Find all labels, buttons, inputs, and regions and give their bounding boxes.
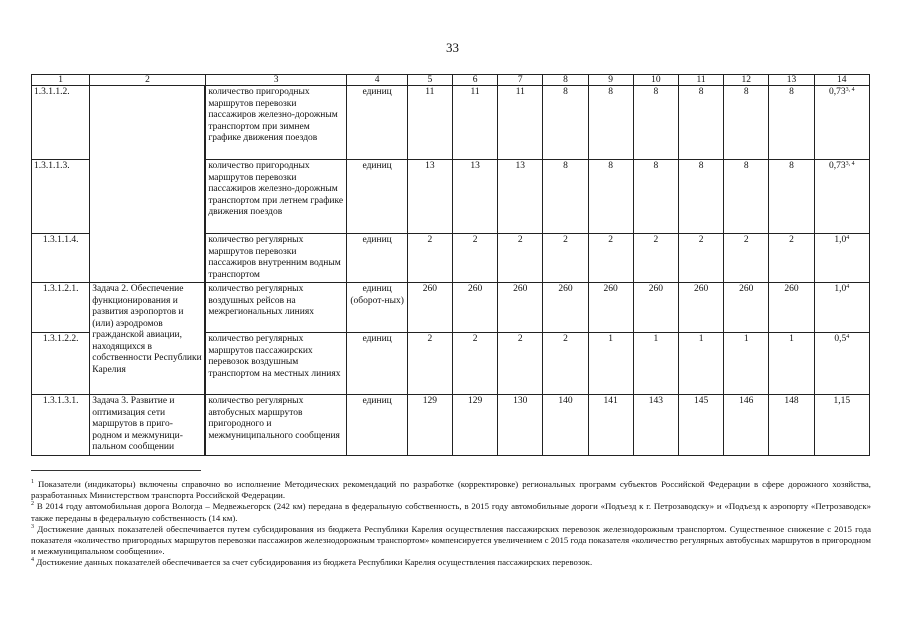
value-cell: 260 xyxy=(543,283,588,333)
unit: единиц xyxy=(347,160,407,234)
value-cell: 2 xyxy=(498,234,543,283)
value-cell: 8 xyxy=(769,86,814,160)
value-cell: 141 xyxy=(588,395,633,456)
value-cell: 8 xyxy=(633,160,678,234)
footnote xyxy=(31,501,871,523)
column-number: 6 xyxy=(452,75,497,86)
value-cell: 1 xyxy=(588,333,633,395)
value-cell: 260 xyxy=(588,283,633,333)
value-cell: 11 xyxy=(452,86,497,160)
column-number: 12 xyxy=(724,75,769,86)
value-cell: 148 xyxy=(769,395,814,456)
unit: единиц xyxy=(347,86,407,160)
column-number: 2 xyxy=(90,75,206,86)
weight-cell xyxy=(814,160,869,234)
column-number: 1 xyxy=(32,75,90,86)
row-code: 1.3.1.1.4. xyxy=(32,234,90,283)
value-cell: 1 xyxy=(769,333,814,395)
value-cell: 129 xyxy=(452,395,497,456)
value-cell: 2 xyxy=(543,234,588,283)
footnote-ref: 4 xyxy=(846,235,850,241)
column-number: 11 xyxy=(678,75,723,86)
footnote-text: Достижение данных показателей обеспечивается за счет субсидирования из бюджета Республики Карелия осуществления пассажирских перевозок. xyxy=(36,557,593,568)
column-number: 8 xyxy=(543,75,588,86)
column-number: 7 xyxy=(498,75,543,86)
value-cell: 260 xyxy=(498,283,543,333)
value-cell: 1 xyxy=(678,333,723,395)
value-cell: 8 xyxy=(588,86,633,160)
value-cell: 8 xyxy=(724,86,769,160)
value-cell: 2 xyxy=(769,234,814,283)
unit: единиц xyxy=(347,333,407,395)
footnote-text: В 2014 году автомобильная дорога Вологда – Медвежьегорск (242 км) передана в федеральную собственность, в 2015 году автомобильные дороги «Подъезд к г. Петрозаводску» и «Подъезд к аэропорту «Петрозаводск» также переданы в федеральную собственность (14 км). xyxy=(31,501,872,523)
weight-cell xyxy=(814,234,869,283)
footnote-text: Достижение данных показателей обеспечивается путем субсидирования из бюджета Республики Карелия осуществления пассажирских перевозок железнодорожным транспортом. Существенное снижение с 2015 года показателя «количество пригородных маршрутов перевозки пассажиров железнодорожным транспортом» компенсируется увеличением с 2015 года показателя «количество регулярных автобусных маршрутов в пригородном и межмуниципальном сообщении». xyxy=(31,523,872,557)
value-cell: 8 xyxy=(543,86,588,160)
value-cell: 1 xyxy=(633,333,678,395)
footnote-ref: 3, 4 xyxy=(845,161,855,167)
unit: единиц xyxy=(347,395,407,456)
task-3-cell: Задача 3. Развитие и оптимизация сети маршрутов в приго-родном и межмуници-пальном сообщении xyxy=(90,395,206,456)
value-cell: 8 xyxy=(633,86,678,160)
footnote-text: Показатели (индикаторы) включены справочно во исполнение Методических рекомендаций по разработке (корректировке) региональных программ субъектов Российской Федерации в сфере дорожного хозяйства, разработанных Министерством транспорта Российской Федерации. xyxy=(31,479,872,501)
indicator-name: количество регулярных маршрутов пассажирских перевозок воздушным транспортом на местных линиях xyxy=(205,333,347,395)
row-code: 1.3.1.2.2. xyxy=(32,333,90,395)
value-cell: 145 xyxy=(678,395,723,456)
value-cell: 140 xyxy=(543,395,588,456)
value-cell: 2 xyxy=(633,234,678,283)
indicator-name: количество пригородных маршрутов перевозки пассажиров железно-дорожным транспортом при летнем графике движения поездов xyxy=(205,160,347,234)
column-number-row xyxy=(32,75,870,86)
value-cell: 8 xyxy=(588,160,633,234)
indicator-name: количество регулярных автобусных маршрутов пригородного и межмуниципального сообщения xyxy=(205,395,347,456)
value-cell: 260 xyxy=(633,283,678,333)
indicator-name: количество регулярных маршрутов перевозки пассажиров внутренним водным транспортом xyxy=(205,234,347,283)
weight-value: 0,5 xyxy=(834,334,847,344)
weight-value: 0,73 xyxy=(828,87,846,97)
task-2-cell: Задача 2. Обеспечение функционирования и развития аэропортов и (или) аэродромов гражданской авиации, находящихся в собственности Республики Карелия xyxy=(90,283,206,395)
column-number: 9 xyxy=(588,75,633,86)
footnote-ref: 3, 4 xyxy=(845,87,855,93)
footnote-ref: 4 xyxy=(846,334,850,340)
value-cell: 2 xyxy=(588,234,633,283)
table-row xyxy=(32,283,870,333)
column-number: 14 xyxy=(814,75,869,86)
value-cell: 2 xyxy=(678,234,723,283)
weight-cell xyxy=(814,283,869,333)
indicator-name: количество пригородных маршрутов перевозки пассажиров железно-дорожным транспортом при зимнем графике движения поездов xyxy=(205,86,347,160)
value-cell: 130 xyxy=(498,395,543,456)
value-cell: 146 xyxy=(724,395,769,456)
value-cell: 8 xyxy=(769,160,814,234)
value-cell: 2 xyxy=(543,333,588,395)
weight-value: 1,15 xyxy=(833,396,851,406)
unit: единиц (оборот-ных) xyxy=(347,283,407,333)
value-cell: 2 xyxy=(407,333,452,395)
weight-cell xyxy=(814,86,869,160)
weight-value: 1,0 xyxy=(834,235,847,245)
footnote-mark: 1 xyxy=(31,479,34,485)
table-row xyxy=(32,86,870,160)
row-code: 1.3.1.3.1. xyxy=(32,395,90,456)
value-cell: 2 xyxy=(724,234,769,283)
value-cell: 260 xyxy=(724,283,769,333)
indicators-table xyxy=(31,74,870,456)
footnote-mark: 4 xyxy=(31,557,34,564)
value-cell: 129 xyxy=(407,395,452,456)
value-cell: 260 xyxy=(407,283,452,333)
row-code: 1.3.1.1.2. xyxy=(32,86,90,160)
footnote-mark: 2 xyxy=(31,501,34,508)
value-cell: 11 xyxy=(407,86,452,160)
page-number: 33 xyxy=(446,40,459,55)
value-cell: 13 xyxy=(498,160,543,234)
footnote-ref: 4 xyxy=(846,284,850,290)
footnote xyxy=(31,557,871,568)
weight-value: 0,73 xyxy=(828,161,846,171)
row-code: 1.3.1.1.3. xyxy=(32,160,90,234)
row-code: 1.3.1.2.1. xyxy=(32,283,90,333)
value-cell: 13 xyxy=(407,160,452,234)
weight-cell xyxy=(814,333,869,395)
column-number: 10 xyxy=(633,75,678,86)
footnote xyxy=(31,524,871,558)
unit: единиц xyxy=(347,234,407,283)
task-cell-empty xyxy=(90,86,206,283)
value-cell: 8 xyxy=(724,160,769,234)
column-number: 13 xyxy=(769,75,814,86)
footnotes xyxy=(31,479,871,569)
value-cell: 8 xyxy=(543,160,588,234)
value-cell: 260 xyxy=(678,283,723,333)
value-cell: 260 xyxy=(769,283,814,333)
column-number: 3 xyxy=(205,75,347,86)
column-number: 4 xyxy=(347,75,407,86)
footnote-mark: 3 xyxy=(31,523,34,530)
weight-value: 1,0 xyxy=(834,284,847,294)
table-row xyxy=(32,395,870,456)
value-cell: 11 xyxy=(498,86,543,160)
value-cell: 13 xyxy=(452,160,497,234)
value-cell: 1 xyxy=(724,333,769,395)
value-cell: 2 xyxy=(452,333,497,395)
value-cell: 260 xyxy=(452,283,497,333)
value-cell: 2 xyxy=(498,333,543,395)
indicator-name: количество регулярных воздушных рейсов на межрегиональных линиях xyxy=(205,283,347,333)
footnote-divider xyxy=(31,470,201,471)
value-cell: 2 xyxy=(452,234,497,283)
value-cell: 143 xyxy=(633,395,678,456)
value-cell: 2 xyxy=(407,234,452,283)
weight-cell xyxy=(814,395,869,456)
value-cell: 8 xyxy=(678,86,723,160)
value-cell: 8 xyxy=(678,160,723,234)
footnote xyxy=(31,479,871,501)
column-number: 5 xyxy=(407,75,452,86)
